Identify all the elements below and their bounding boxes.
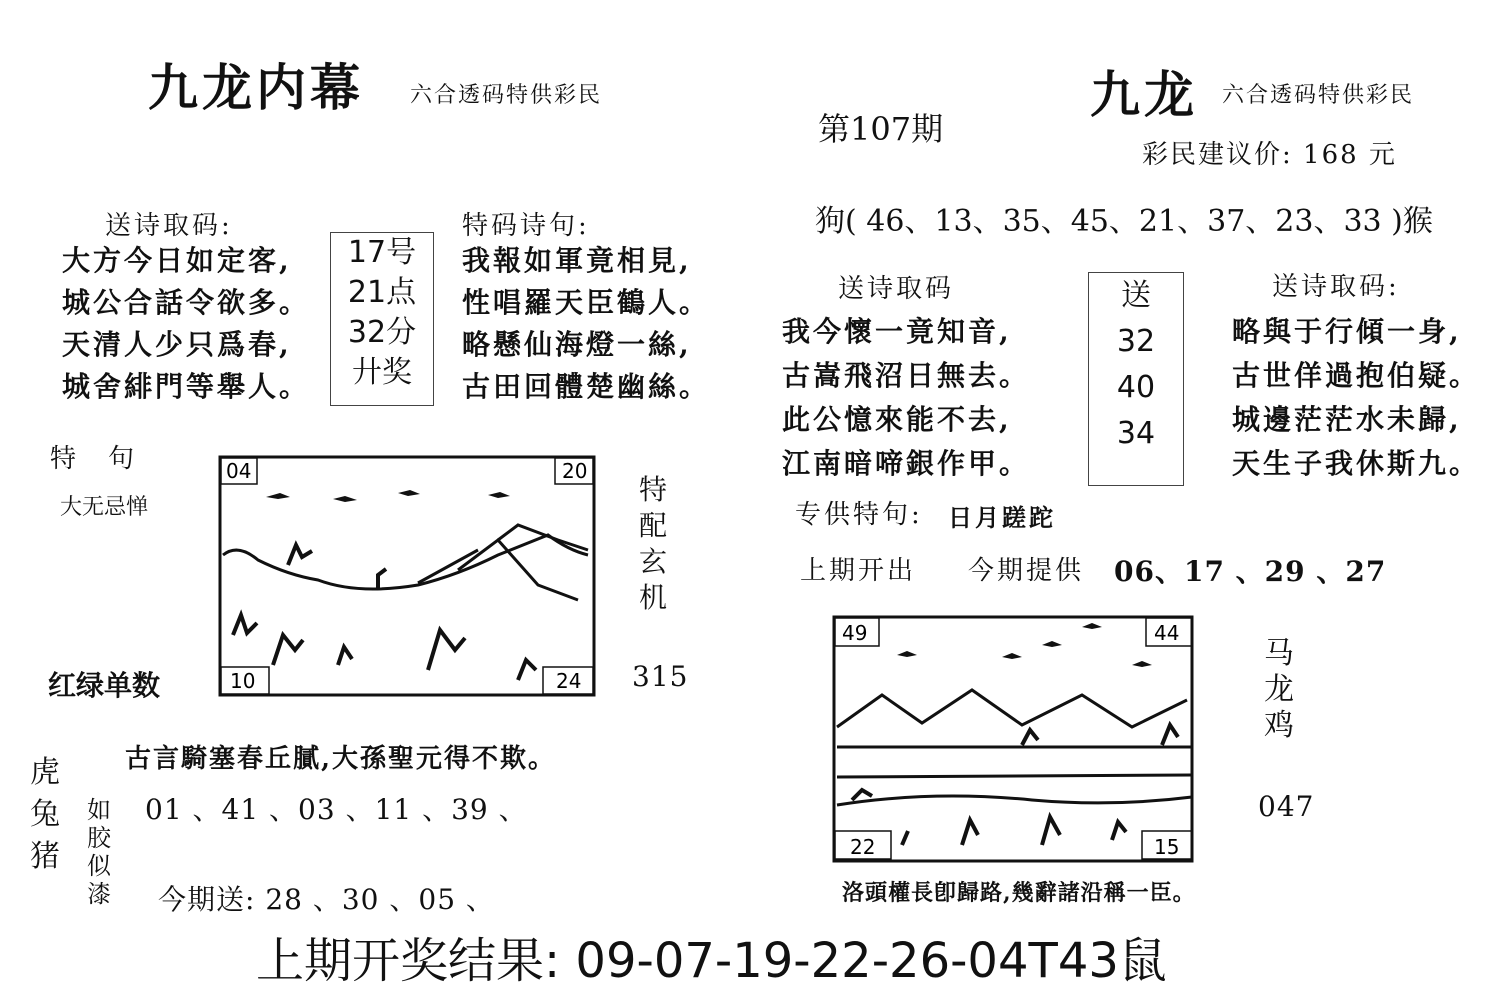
hongly-label: 红绿单数 bbox=[48, 669, 161, 702]
poem-line: 古嵩飛沼日無去。 bbox=[782, 359, 1031, 392]
poem-line: 性唱羅天臣鶴人。 bbox=[462, 286, 711, 319]
rujiao-vertical: 如胶似漆 bbox=[87, 796, 111, 908]
poem-line: 我今懷一竟知音, bbox=[782, 315, 1012, 348]
poem-line: 古世佯過抱伯疑。 bbox=[1232, 359, 1481, 392]
pic-corner-bl: 10 bbox=[230, 669, 256, 693]
left-poem-header: 送诗取码: bbox=[105, 211, 233, 241]
left-poem bbox=[62, 240, 310, 408]
price-text: 彩民建议价: 168 元 bbox=[1142, 140, 1397, 170]
left-side-vertical: 特配玄机 bbox=[638, 473, 667, 614]
box-line: 送 bbox=[1121, 278, 1151, 313]
poem-line: 天生子我休斯九。 bbox=[1232, 447, 1481, 480]
right-animals: 马龙鸡 bbox=[1264, 636, 1294, 743]
left-verse: 古言騎塞春丘膩,大孫聖元得不欺。 bbox=[125, 744, 557, 774]
pic-corner-tl: 49 bbox=[842, 621, 868, 645]
box-line: 32 bbox=[1116, 324, 1156, 359]
pic-corner-bl: 22 bbox=[850, 835, 876, 859]
box-line: 40 bbox=[1116, 370, 1156, 405]
left-landscape-illustration bbox=[218, 455, 596, 697]
last-label: 上期开出 bbox=[800, 556, 917, 586]
poem-line: 古田回體楚幽絲。 bbox=[462, 370, 711, 403]
teju-label: 特 句 bbox=[50, 444, 138, 474]
issue-number: 第107期 bbox=[818, 110, 944, 148]
provide-label: 今期提供 bbox=[968, 556, 1085, 586]
box-line: 廾奖 bbox=[352, 355, 412, 390]
te-header: 特码诗句: bbox=[462, 211, 590, 241]
left-hint-box bbox=[330, 232, 434, 406]
pic-corner-tr: 44 bbox=[1154, 621, 1180, 645]
pic-corner-tl: 04 bbox=[226, 459, 252, 483]
song-box bbox=[1088, 272, 1184, 486]
poem-line: 天清人少只爲春, bbox=[62, 328, 292, 361]
provide-numbers: 06、17 、29 、27 bbox=[1114, 555, 1387, 588]
poem-line: 城邊茫茫水未歸, bbox=[1232, 403, 1462, 436]
teju-text: 大无忌惮 bbox=[60, 495, 149, 520]
last-result: 上期开奖结果: 09-07-19-22-26-04T43鼠 bbox=[256, 933, 1167, 989]
left-side-number: 315 bbox=[632, 660, 689, 693]
te-poem bbox=[462, 240, 710, 408]
right-subtitle: 六合透码特供彩民 bbox=[1222, 83, 1415, 108]
special-text: 日月蹉跎 bbox=[948, 503, 1056, 532]
left-animals: 虎兔猪 bbox=[30, 755, 60, 874]
left-subtitle: 六合透码特供彩民 bbox=[410, 83, 603, 108]
left-title: 九龙内幕 bbox=[148, 58, 364, 117]
pic-corner-br: 24 bbox=[556, 669, 582, 693]
right-landscape-illustration bbox=[832, 615, 1194, 863]
box-line: 21点 bbox=[347, 275, 417, 310]
right-poem1-header: 送诗取码 bbox=[838, 274, 955, 304]
special-label: 专供特句: bbox=[795, 500, 923, 530]
right-poem2-header: 送诗取码: bbox=[1272, 272, 1400, 302]
right-title: 九龙 bbox=[1090, 65, 1198, 124]
right-side-number: 047 bbox=[1258, 790, 1315, 823]
poem-line: 此公憶來能不去, bbox=[782, 403, 1012, 436]
box-line: 32分 bbox=[347, 315, 417, 350]
right-bottom-verse: 洛頭權長卽歸路,幾辭諸沿稱一臣。 bbox=[842, 880, 1196, 906]
jinqi-line: 今期送: 28 、30 、05 、 bbox=[158, 883, 495, 916]
left-numbers: 01 、41 、03 、11 、39 、 bbox=[145, 793, 528, 826]
poem-line: 城公合話令欲多。 bbox=[62, 286, 311, 319]
poem-line: 江南暗啼銀作甲。 bbox=[782, 447, 1031, 480]
pic-corner-tr: 20 bbox=[562, 459, 588, 483]
box-line: 34 bbox=[1116, 416, 1156, 451]
poem-line: 大方今日如定客, bbox=[62, 244, 292, 277]
poem-line: 城舍緋門等舉人。 bbox=[62, 370, 311, 403]
poem-line: 略與于行傾一身, bbox=[1232, 315, 1462, 348]
dog-monkey-numbers: 狗( 46、13、35、45、21、37、23、33 )猴 bbox=[815, 204, 1433, 239]
right-poem1 bbox=[782, 310, 1030, 486]
poem-line: 略懸仙海燈一絲, bbox=[462, 328, 692, 361]
pic-corner-br: 15 bbox=[1154, 835, 1180, 859]
poem-line: 我報如軍竟相見, bbox=[462, 244, 692, 277]
right-poem2 bbox=[1232, 310, 1480, 486]
box-line: 17号 bbox=[347, 235, 417, 270]
